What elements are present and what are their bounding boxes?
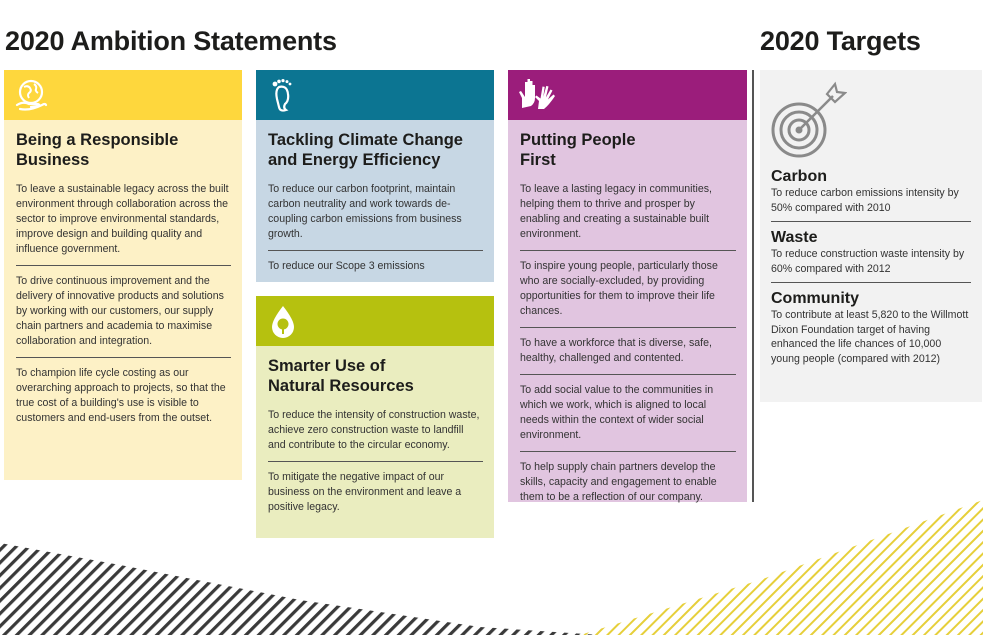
water-drop-tree-icon [266, 304, 300, 338]
card-header [256, 296, 494, 346]
card-title: Being a Responsible Business [16, 131, 179, 169]
target-arrow-icon [771, 80, 847, 158]
card-putting-people-first [508, 70, 747, 502]
decorative-hatch-dark [0, 535, 620, 635]
target-description: To contribute at least 5,820 to the Willmott Dixon Foundation target of having enhanced the life chances of 10,000 young people (compared with 2012) [771, 309, 969, 365]
ambition-item: To reduce our carbon footprint, maintain carbon neutrality and work towards de-coupling carbon emissions from business growth. [268, 183, 462, 240]
card-title: Putting People First [520, 131, 636, 169]
card-header [4, 70, 242, 120]
ambition-item: To inspire young people, particularly those who are socially-excluded, by providing opportunities for them to improve their life chances. [520, 250, 736, 327]
card-natural-resources [256, 296, 494, 538]
ambition-item: To help supply chain partners develop the skills, capacity and engagement to enable them to be a reflection of our company. [520, 451, 736, 513]
target-description: To reduce construction waste intensity by 60% compared with 2012 [771, 248, 965, 275]
decorative-hatch-yellow [560, 500, 983, 635]
card-header [508, 70, 747, 120]
card-title: Smarter Use of Natural Resources [268, 357, 414, 395]
target-title: Community [771, 290, 859, 307]
target-waste [771, 221, 971, 282]
card-body [256, 346, 494, 538]
column-divider [752, 70, 754, 502]
ambition-item: To leave a sustainable legacy across the built environment through collaboration across the sector to improve environmental standards, improve design and building quality and influence government. [16, 183, 229, 255]
ambition-item: To add social value to the communities in which we work, which is aligned to local needs within the context of wider social environment. [520, 374, 736, 451]
card-responsible-business [4, 70, 242, 480]
card-title: Tackling Climate Change and Energy Efficiency [268, 131, 463, 169]
targets-heading: 2020 Targets [760, 26, 921, 56]
ambition-item: To champion life cycle costing as our overarching approach to projects, so that the true cost of a building's use is visible to customers and end-users from the outset. [16, 357, 231, 434]
ambition-item: To drive continuous improvement and the delivery of innovative products and solutions by working with our customers, our supply chain partners and academia to maximise collaboration and integration. [16, 265, 231, 357]
card-body [4, 120, 242, 480]
target-community [771, 282, 971, 372]
ambition-heading: 2020 Ambition Statements [5, 26, 337, 56]
target-carbon [771, 168, 971, 221]
hands-icon [518, 78, 556, 112]
ambition-item: To leave a lasting legacy in communities, helping them to thrive and prosper by enabling and creating a sustainable built environment. [520, 183, 712, 240]
card-body [508, 120, 747, 502]
ambition-item: To mitigate the negative impact of our business on the environment and leave a positive legacy. [268, 461, 483, 523]
ambition-item: To have a workforce that is diverse, safe, healthy, challenged and contented. [520, 327, 736, 374]
ambition-item: To reduce the intensity of construction waste, achieve zero construction waste to landfill and contribute to the circular economy. [268, 409, 480, 451]
card-climate-change [256, 70, 494, 282]
target-title: Waste [771, 229, 818, 246]
footprint-icon [266, 78, 300, 112]
card-body [256, 120, 494, 282]
globe-hand-icon [14, 78, 48, 112]
target-description: To reduce carbon emissions intensity by 50% compared with 2010 [771, 187, 959, 214]
ambition-item: To reduce our Scope 3 emissions [268, 250, 483, 282]
target-title: Carbon [771, 168, 827, 185]
card-header [256, 70, 494, 120]
targets-panel [760, 70, 982, 402]
